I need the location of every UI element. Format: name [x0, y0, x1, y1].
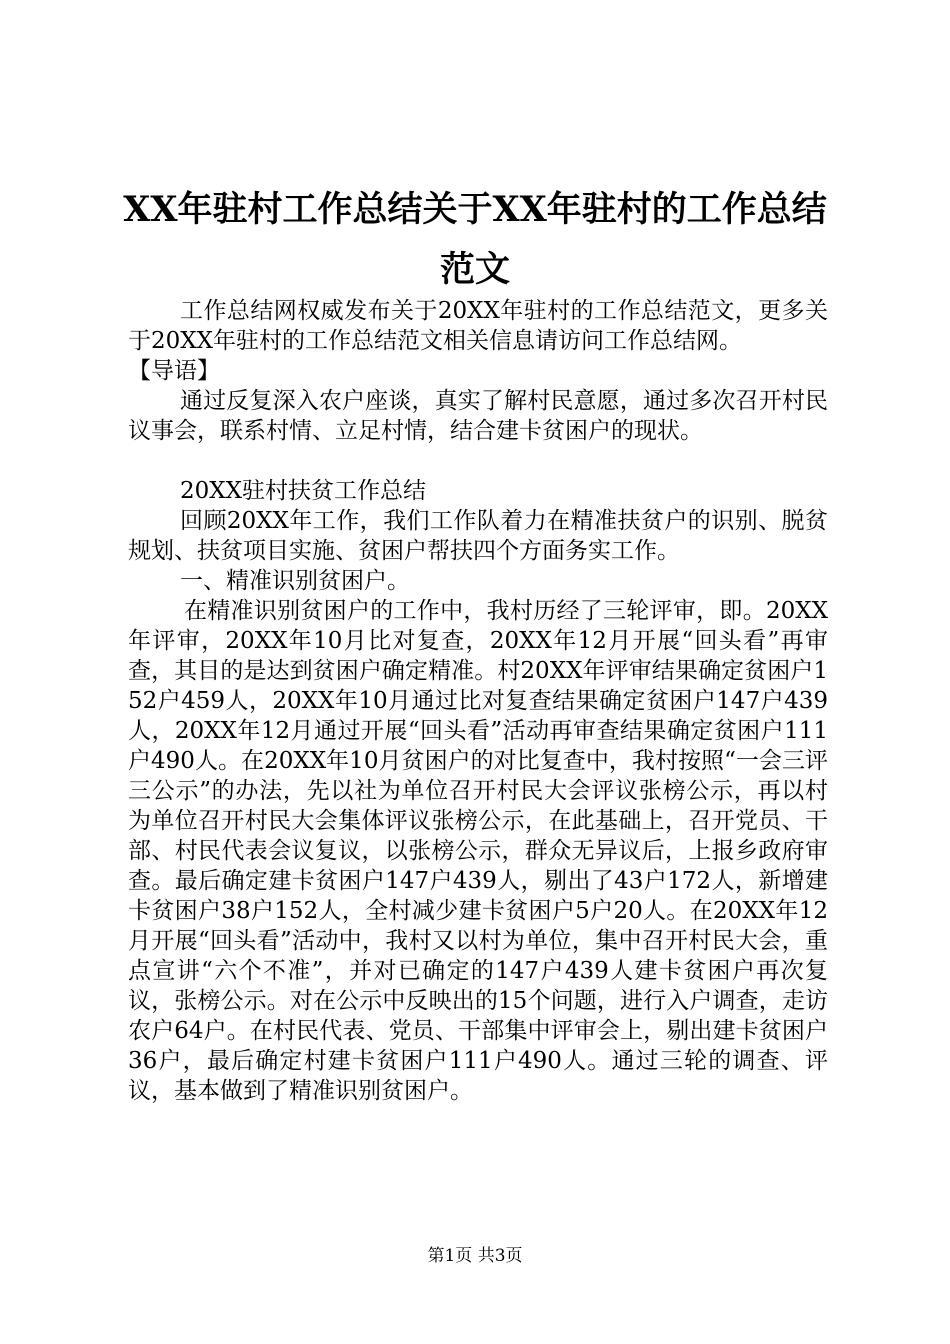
- document-body: [128, 296, 828, 1106]
- section-heading: 20XX驻村扶贫工作总结: [180, 478, 427, 504]
- title-line-1: XX年驻村工作总结关于XX年驻村的工作总结: [123, 189, 827, 230]
- paragraph-identification: 在精准识别贫困户的工作中，我村历经了三轮评审，即。20XX年评审，20XX年10月比对复查，20XX年12月开展“回头看”再审查，其目的是达到贫困户确定精准。村20XX年评审结果确定贫困户152户459人，20XX年10月通过比对复查结果确定贫困户147户439人，20XX年12月通过开展“回头看”活动再审查结果确定贫困户111户490人。在20XX年10月贫困户的对比复查中，我村按照“一会三评三公示”的办法，先以社为单位召开村民大会评议张榜公示，再以村为单位召开村民大会集体评议张榜公示，在此基础上，召开党员、干部、村民代表会议复议，以张榜公示，群众无异议后，上报乡政府审查。最后确定建卡贫困户147户439人，剔出了43户172人，新增建卡贫困户38户152人，全村减少建卡贫困户5户20人。在20XX年12月开展“回头看”活动中，我村又以村为单位，集中召开村民大会，重点宣讲“六个不准”，并对已确定的147户439人建卡贫困户再次复议，张榜公示。对在公示中反映出的15个问题，进行入户调查，走访农户64户。在村民代表、党员、干部集中评审会上，剔出建卡贫困户36户，最后确定村建卡贫困户111户490人。通过三轮的调查、评议，基本做到了精准识别贫困户。: [128, 598, 828, 1104]
- page-footer: 第1页 共3页: [427, 1246, 523, 1266]
- paragraph-intro: 工作总结网权威发布关于20XX年驻村的工作总结范文，更多关于20XX年驻村的工作总结范文相关信息请访问工作总结网。: [128, 298, 828, 354]
- paragraph-guide: 通过反复深入农户座谈，真实了解村民意愿，通过多次召开村民议事会，联系村情、立足村情，结合建卡贫困户的现状。: [128, 388, 828, 444]
- title-line-2: 范文: [439, 249, 510, 290]
- subsection-heading: 一、精准识别贫困户。: [180, 568, 410, 594]
- paragraph-review: 回顾20XX年工作，我们工作队着力在精准扶贫户的识别、脱贫规划、扶贫项目实施、贫困户帮扶四个方面务实工作。: [128, 508, 828, 564]
- paragraph-guide-label: 【导语】: [128, 358, 220, 384]
- paragraph-spacer: [128, 446, 828, 476]
- document-title: [100, 180, 850, 300]
